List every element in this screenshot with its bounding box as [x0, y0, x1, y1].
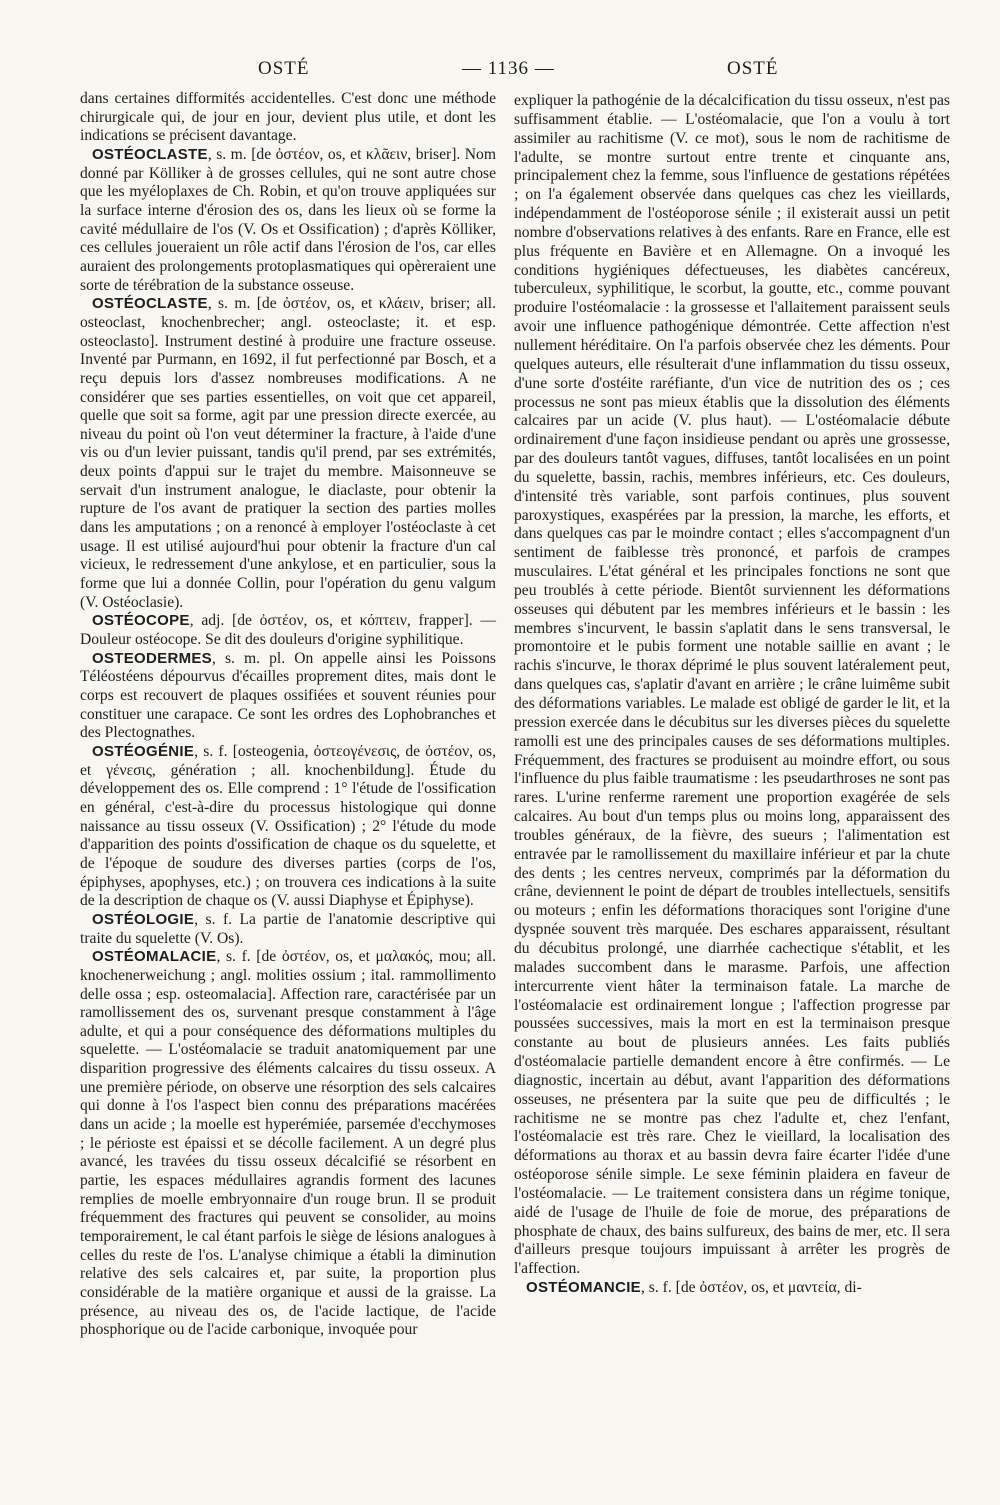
- entry-headword: OSTÉOCLASTE: [92, 295, 208, 313]
- entry-osteomalacie: OSTÉOMALACIE, s. f. [de ὀστέον, os, et μαλακός, mou; all. knochenerweichung ; angl. molities ossium ; ital. rammollimento delle ossa ; esp. osteomalacia]. Affection rare, caractérisée par un ramollissement des os, survenant presque constamment à l'âge adulte, et qui a pour conséquence des déformations multiples du squelette. — L'ostéomalacie se traduit anatomiquement par une disparition progressive des éléments calcaires du tissu osseux. A une première période, on observe une résorption des sels calcaires qui donne à l'os l'aspect bien connu des préparations macérées dans un acide ; la moelle est hyperémiée, parsemée d'ecchymoses ; le périoste est épaissi et se décolle facilement. A un degré plus avancé, les travées du tissu osseux décalcifié se résorbent en partie, les espaces médullaires agrandis forment des lacunes remplies de moelle embryonnaire d'un rouge brun. Il se produit fréquemment des fractures qui peuvent se consolider, au moins temporairement, le cal étant parfois le siège de lésions analogues à celles du reste de l'os. L'analyse chimique a établi la diminution relative des sels calcaires et, par suite, la proportion plus considérable de la matière organique et aussi de la graisse. La présence, au niveau des os, de l'acide lactique, de l'acide phosphorique ou de l'acide carbonique, invoquée pour: [80, 948, 496, 1339]
- entry-headword: OSTÉOGÉNIE: [92, 742, 195, 760]
- entry-osteodermes: OSTEODERMES, s. m. pl. On appelle ainsi les Poissons Téléostéens dépourvus d'écailles proprement dites, mais dont le corps est recouvert de plaques ossifiées et souvent réunies pour constituer une carapace. Ce sont les ordres des Lophobranches et des Plectognathes.: [80, 649, 496, 742]
- entry-headword: OSTÉOLOGIE: [92, 910, 195, 928]
- header-right-word: OSTÉ: [727, 58, 779, 79]
- entry-osteomancie: OSTÉOMANCIE, s. f. [de ὀστέον, os, et μαντεία, di-: [526, 1279, 862, 1297]
- entry-osteogenie: OSTÉOGÉNIE, s. f. [osteogenia, ὀστεογένεσις, de ὀστέον, os, et γένεσις, génération ; all. knochenbildung]. Étude du développement des os. Elle comprend : 1° l'étude de l'ossification en général, c'est-à-dire du processus histologique qui donne naissance au tissu osseux (V. Ossification) ; 2° l'étude du mode d'apparition des points d'ossification de chaque os du squelette, et de l'époque de soudure des diverses parties (corps de l'os, épiphyses, apophyses, etc.) ; on trouvera ces indications à la suite de la description de chaque os (V. aussi Diaphyse et Épiphyse).: [80, 742, 496, 910]
- entry-continuation: dans certaines difformités accidentelles. C'est donc une méthode chirurgicale qui, de jour en jour, devient plus utile, et dont les indications se précisent davantage.: [80, 90, 496, 145]
- entry-osteocope: OSTÉOCOPE, adj. [de ὀστέον, os, et κόπτειν, frapper]. — Douleur ostéocope. Se dit des douleurs d'origine syphilitique.: [80, 612, 496, 649]
- entry-headword: OSTEODERMES: [92, 649, 212, 667]
- entry-osteologie: OSTÉOLOGIE, s. f. La partie de l'anatomie descriptive qui traite du squelette (V. Os).: [80, 910, 496, 947]
- right-column: [514, 92, 950, 1298]
- entry-headword: OSTÉOMANCIE: [526, 1279, 641, 1297]
- entry-headword: OSTÉOCOPE: [92, 612, 190, 630]
- entry-headword: OSTÉOCLASTE: [92, 145, 208, 163]
- left-column: [80, 90, 496, 1340]
- page-number: — 1136 —: [462, 58, 555, 79]
- entry-headword: OSTÉOMALACIE: [92, 948, 217, 966]
- entry-osteoclaste-instrument: OSTÉOCLASTE, s. m. [de ὀστέον, os, et κλάειν, briser; all. osteoclast, knochenbrecher; angl. osteoclaste; it. et esp. osteoclasto]. Instrument destiné à produire une fracture osseuse. Inventé par Purmann, en 1692, il fut perfectionné par Bosch, et a reçu depuis lors d'assez nombreuses modifications. A ne considérer que ses parties essentielles, on voit que cet appareil, quelle que soit sa forme, agit par une pression directe exercée, au niveau du point où l'on veut déterminer la fracture, à l'aide d'une vis ou d'un levier puissant, tandis qu'il prend, par ses extrémités, deux points d'appui sur le trajet du membre. Maisonneuve se servait d'un instrument analogue, le diaclaste, pour obtenir la rupture de l'os avant de pratiquer la section des parties molles dans les amputations ; on a renoncé à employer l'ostéoclaste à cet usage. Il est utilisé aujourd'hui pour obtenir la fracture d'un cal vicieux, le redressement d'une ankylose, et en particulier, sous la forme que lui a donnée Collin, pour l'opération du genu valgum (V. Ostéoclasie).: [80, 295, 496, 611]
- running-header: [0, 58, 1000, 88]
- header-left-word: OSTÉ: [258, 58, 310, 79]
- entry-continuation: expliquer la pathogénie de la décalcification du tissu osseux, n'est pas suffisamment établie. — L'ostéomalacie, que l'on a voulu à tort assimiler au rachitisme (V. ce mot), sous le nom de rachitisme de l'adulte, se montre surtout entre trente et cinquante ans, principalement chez la femme, sous l'influence de gestations répétées ; on l'a également observée dans quelques cas chez les vieillards, indépendamment de l'ostéoporose sénile ; il existerait aussi un petit nombre d'observations relatives à des enfants. Rare en France, elle est plus fréquente en Bavière et en Allemagne. On a invoqué les conditions hygiéniques défectueuses, les diabètes cancéreux, tuberculeux, syphilitique, le scorbut, la goutte, etc., comme pouvant produire l'ostéomalacie : la grossesse et l'allaitement paraissent seuls avoir une influence pathogénique démontrée. Cette affection n'est nullement héréditaire. On l'a parfois observée chez les déments. Pour quelques auteurs, elle résulterait d'une inflammation du tissu osseux, d'une sorte d'ostéite raréfiante, d'un vice de nutrition des os ; ces processus ne sont pas mieux établis que la dissolution des éléments calcaires par un acide (V. plus haut). — L'ostéomalacie débute ordinairement d'une façon insidieuse pendant ou après une grossesse, par des douleurs tantôt vagues, diffuses, tantôt localisées en un point du squelette, bassin, rachis, membres inférieurs, etc. Ces douleurs, d'intensité très variable, sont parfois continues, plus souvent paroxystiques, exaspérées par la pression, la marche, les efforts, et dans quelques cas par le moindre contact ; elles s'accompagnent d'un sentiment de faiblesse très prononcé, et parfois de crampes musculaires. L'état général et les principales fonctions ne sont que peu troublés à cette période. Bientôt surviennent les déformations osseuses qui débutent par les membres inférieurs et le bassin : les membres s'incurvent, le bassin s'aplatit dans le sens transversal, le promontoire et le pubis forment une notable saillie en avant ; le rachis s'incurve, le thorax déprimé le plus souvent latéralement peut, dans quelques cas, s'aplatir d'avant en arrière ; le crâne luimême subit des déformations variables. Le malade est obligé de garder le lit, et la pression exercée dans le décubitus sur les diverses pièces du squelette ramolli est une des principales causes de ses déformations multiples. Fréquemment, des fractures se produisent au moindre effort, ou sous l'influence du plus faible traumatisme : les pseudarthroses ne sont pas rares. L'urine renferme rarement une proportion exagérée de sels calcaires. Au bout d'un temps plus ou moins long, apparaissent des troubles généraux, de la fièvre, des sueurs ; l'alimentation est entravée par le ramollissement du maxillaire inférieur et par la chute des dents ; les centres nerveux, comprimés par la déformation du crâne, deviennent le point de départ de troubles intellectuels, sensitifs ou moteurs ; enfin les déformations thoraciques sont l'origine d'une dyspnée souvent très marquée. Des eschares apparaissent, résultant du décubitus prolongé, une diarrhée cachectique s'établit, et les malades succombent dans le marasme. Parfois, une affection intercurrente vient hâter la terminaison fatale. La marche de l'ostéomalacie est ordinairement longue ; l'affection progresse par poussées successives, mais la mort en est la terminaison presque constante au bout de plusieurs années. Les faits publiés d'ostéomalacie partielle demandent encore à être confirmés. — Le diagnostic, incertain au début, avant l'apparition des déformations osseuses, ne présentera par la suite que peu de difficultés ; le rachitisme ne se montre pas chez l'adulte et, chez l'enfant, l'ostéomalacie est très rare. Chez le vieillard, la localisation des déformations au thorax et au bassin devra faire écarter l'idée d'une ostéoporose sénile simple. Le sexe féminin plaidera en faveur de l'ostéomalacie. — Le traitement consistera dans un régime tonique, aidé de l'usage de l'huile de foie de morue, des préparations de phosphate de chaux, des bains sulfureux, des bains de mer, etc. Il sera d'ailleurs presque toujours impuissant à arrêter les progrès de l'affection.: [514, 92, 950, 1278]
- entry-osteoclaste-cell: OSTÉOCLASTE, s. m. [de ὀστέον, os, et κλᾶειν, briser]. Nom donné par Kölliker à de grosses cellules, qui ne sont autre chose que les myéloplaxes de Ch. Robin, et qu'on trouve appliquées sur la surface interne d'érosion des os, dans les lieux où se forme la cavité médullaire de l'os (V. Os et Ossification) ; d'après Kölliker, ces cellules joueraient un rôle actif dans l'érosion de l'os, car elles auraient des prolongements protoplasmatiques qui opèreraient une sorte de térébration de la substance osseuse.: [80, 145, 496, 294]
